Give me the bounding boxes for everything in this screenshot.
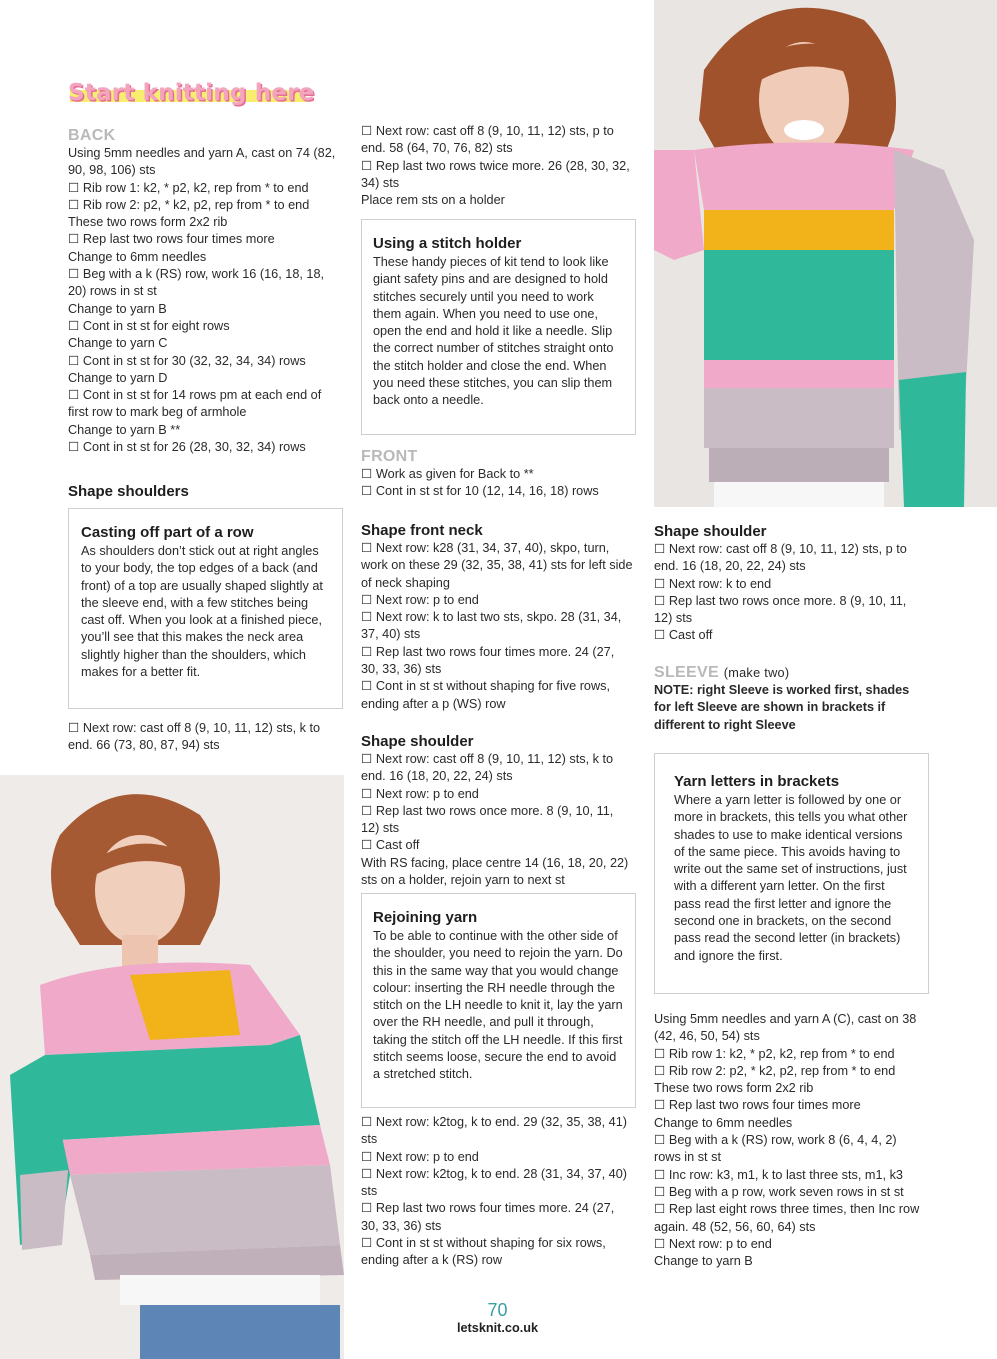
casting-off-title: Casting off part of a row <box>81 524 254 541</box>
casting-off-text: As shoulders don’t stick out at right angles to your body, the top edges of a back (and front) of a top are usually shaped slightly at the sleeve end, with a few stitches being cast off. When you look at a finished piece, you’ll see that this makes the neck area slightly higher than the shoulders, which makes for a better fit. <box>81 544 323 680</box>
stitch-holder-text: These handy pieces of kit tend to look like giant safety pins and are designed to hold stitches securely until you need to work them again. When you need to use one, open the end and hold it like a needle. Slip the correct number of stitches straight onto the stitch holder and close the end. When you need these stitches, you can slip them back onto a needle. <box>373 255 614 408</box>
instruction-line: Using 5mm needles and yarn A (C), cast on 38 (42, 46, 50, 54) sts <box>654 1012 917 1044</box>
instruction-line: ☐ Cast off <box>654 628 713 643</box>
instruction-line: With RS facing, place centre 14 (16, 18, 20, 22) sts on a holder, rejoin yarn to next st <box>361 855 629 888</box>
front-neck-heading: Shape front neck <box>361 522 483 539</box>
instruction-line: ☐ Next row: p to end <box>361 592 479 607</box>
instruction-line: ☐ Next row: p to end <box>361 1149 479 1164</box>
instruction-line: ☐ Cont in st st for 14 rows pm at each end of first row to mark beg of armhole <box>68 388 322 420</box>
instruction-line: Change to yarn B <box>68 301 167 316</box>
model-photo-left <box>0 775 344 1359</box>
instruction-line: ☐ Next row: k to last two sts, skpo. 28 (31, 34, 37, 40) sts <box>361 610 622 642</box>
instruction-line: Change to yarn B ** <box>68 422 181 437</box>
instruction-line: ☐ Cont in st st for eight rows <box>68 318 230 333</box>
stitch-holder-title: Using a stitch holder <box>373 235 522 252</box>
instruction-line: ☐ Next row: p to end <box>654 1236 772 1251</box>
casting-off-box <box>68 508 343 709</box>
page-title: Start knitting here <box>68 80 315 106</box>
instruction-line: ☐ Cont in st st without shaping for six rows, ending after a k (RS) row <box>361 1236 606 1268</box>
instruction-line: ☐ Cont in st st for 30 (32, 32, 34, 34) rows <box>68 353 306 368</box>
front-shoulder-heading: Shape shoulder <box>361 733 474 750</box>
yarn-letters-title: Yarn letters in brackets <box>674 773 840 790</box>
instruction-line: Change to 6mm needles <box>654 1115 793 1130</box>
website-url: letsknit.co.uk <box>456 1321 539 1335</box>
model-photo-right <box>654 0 997 507</box>
instruction-line: ☐ Next row: k2tog, k to end. 28 (31, 34, 37, 40) sts <box>361 1166 627 1199</box>
instruction-line: ☐ Rep last two rows twice more. 26 (28, 30, 32, 34) sts <box>361 158 630 190</box>
sleeve-label-sub: (make two) <box>723 666 790 680</box>
instruction-line: ☐ Inc row: k3, m1, k to last three sts, m1, k3 <box>654 1167 903 1182</box>
model-photo-left-image <box>0 775 344 1359</box>
front-section <box>361 448 633 501</box>
instruction-line: ☐ Next row: k2tog, k to end. 29 (32, 35, 38, 41) sts <box>361 1115 627 1147</box>
instruction-line: ☐ Next row: k to end <box>654 576 772 591</box>
instruction-line: ☐ Next row: cast off 8 (9, 10, 11, 12) sts, p to end. 58 (64, 70, 76, 82) sts <box>361 124 614 156</box>
instruction-line: ☐ Rep last two rows once more. 8 (9, 10, 11, 12) sts <box>654 593 907 626</box>
front-shoulder-instructions <box>361 751 633 889</box>
shape-shoulders-heading: Shape shoulders <box>68 483 189 500</box>
instruction-line: ☐ Beg with a k (RS) row, work 16 (16, 18, 18, 20) rows in st st <box>68 267 325 299</box>
stitch-holder-box <box>361 219 636 435</box>
instruction-line: ☐ Rep last two rows four times more. 24 (27, 30, 33, 36) sts <box>361 1201 615 1233</box>
instruction-line: ☐ Beg with a k (RS) row, work 8 (6, 4, 4, 2) rows in st st <box>654 1133 897 1165</box>
sleeve-note: NOTE: right Sleeve is worked first, shades for left Sleeve are shown in brackets if different to right Sleeve <box>654 683 910 732</box>
instruction-line: ☐ Cont in st st for 10 (12, 14, 16, 18) rows <box>361 484 599 499</box>
instruction-line: Change to yarn B <box>654 1254 753 1269</box>
front-label: FRONT <box>361 448 418 465</box>
col3-shoulder-heading: Shape shoulder <box>654 523 767 540</box>
model-photo-right-image <box>654 0 997 507</box>
instruction-line: ☐ Rep last two rows four times more <box>654 1098 861 1113</box>
instruction-line: These two rows form 2x2 rib <box>68 215 228 230</box>
instruction-line: ☐ Rib row 1: k2, * p2, k2, rep from * to end <box>654 1046 895 1061</box>
instruction-line: ☐ Work as given for Back to ** <box>361 467 534 481</box>
instruction-line: ☐ Rep last two rows once more. 8 (9, 10, 11, 12) sts <box>361 803 614 836</box>
back-after-shoulders: ☐ Next row: cast off 8 (9, 10, 11, 12) sts, k to end. 66 (73, 80, 87, 94) sts <box>68 721 321 753</box>
instruction-line: ☐ Rib row 2: p2, * k2, p2, rep from * to end <box>654 1063 896 1078</box>
instruction-line: Place rem sts on a holder <box>361 193 505 208</box>
front-neck-section <box>361 521 633 713</box>
instruction-line: Change to yarn D <box>68 370 168 385</box>
col2-bottom-instructions <box>361 1114 633 1270</box>
yarn-letters-text: Where a yarn letter is followed by one or more in brackets, this tells you what other shades to use to make identical versions of the same piece. This avoids having to write out the same set of instructions, just with a different yarn letter. On the first pass read the first letter and ignore the second one in brackets, on the second pass read the second letter (in brackets) and ignore the first. <box>674 793 908 963</box>
instruction-line: ☐ Rep last two rows four times more <box>68 232 275 247</box>
front-shoulder-section <box>361 732 633 889</box>
instruction-line: ☐ Rep last two rows four times more. 24 (27, 30, 33, 36) sts <box>361 644 615 677</box>
col2-top-instructions <box>361 123 631 209</box>
footer <box>440 1300 555 1335</box>
sleeve-label: SLEEVE <box>654 664 719 681</box>
instruction-line: ☐ Next row: cast off 8 (9, 10, 11, 12) sts, p to end. 16 (18, 20, 22, 24) sts <box>654 542 907 574</box>
instruction-line: ☐ Next row: k28 (31, 34, 37, 40), skpo, turn, work on these 29 (32, 35, 38, 41) sts for left side of neck shaping <box>361 541 633 590</box>
rejoining-yarn-title: Rejoining yarn <box>373 909 478 926</box>
instruction-line: Change to 6mm needles <box>68 249 207 264</box>
front-instructions <box>361 466 633 501</box>
rejoining-yarn-text: To be able to continue with the other side of the shoulder, you need to rejoin the yarn. Do this in the same way that you would change colour: inserting the RH needle through the stitch on the LH needle to knit it, lay the yarn over the RH needle, and pull it through, taking the stitch off the LH needle. If this first stitch seems loose, secure the end to avoid a stretched stitch. <box>373 929 623 1082</box>
sleeve-section <box>654 664 922 734</box>
instruction-line: ☐ Rib row 2: p2, * k2, p2, rep from * to end <box>68 197 310 212</box>
instruction-line: ☐ Cont in st st for 26 (28, 30, 32, 34) rows <box>68 440 306 455</box>
back-label: BACK <box>68 127 116 144</box>
back-shoulder-section <box>654 522 919 645</box>
instruction-line: Change to yarn C <box>68 336 168 351</box>
rejoining-yarn-box <box>361 893 636 1108</box>
yarn-letters-box <box>654 753 929 994</box>
page-number: 70 <box>487 1300 508 1320</box>
back-instructions <box>68 145 340 456</box>
instruction-line: ☐ Rib row 1: k2, * p2, k2, rep from * to end <box>68 180 309 195</box>
instruction-line: Using 5mm needles and yarn A, cast on 74 (82, 90, 98, 106) sts <box>68 146 336 178</box>
instruction-line: These two rows form 2x2 rib <box>654 1081 814 1096</box>
sleeve-instructions <box>654 1011 922 1270</box>
instruction-line: ☐ Cast off <box>361 838 420 853</box>
instruction-line: ☐ Cont in st st without shaping for five rows, ending after a p (WS) row <box>361 679 611 711</box>
front-neck-instructions <box>361 540 633 713</box>
col3-shoulder-instructions <box>654 541 919 645</box>
instruction-line: ☐ Next row: p to end <box>361 786 479 801</box>
instruction-line: ☐ Beg with a p row, work seven rows in st st <box>654 1184 904 1199</box>
instruction-line: ☐ Rep last eight rows three times, then Inc row again. 48 (52, 56, 60, 64) sts <box>654 1202 920 1234</box>
instruction-line: ☐ Next row: cast off 8 (9, 10, 11, 12) sts, k to end. 16 (18, 20, 22, 24) sts <box>361 752 614 784</box>
back-section <box>68 127 340 456</box>
